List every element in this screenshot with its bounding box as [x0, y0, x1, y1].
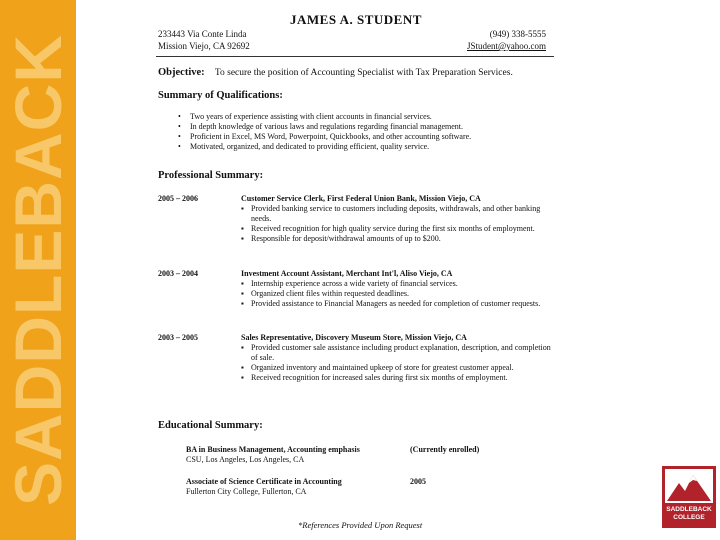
side-banner	[0, 0, 76, 540]
references-note: *References Provided Upon Request	[298, 520, 423, 530]
job-dates: 2003 – 2004	[158, 269, 198, 278]
side-banner-text: SADDLEBACK	[1, 34, 75, 506]
job-dates: 2003 – 2005	[158, 333, 198, 342]
objective-text: To secure the position of Accounting Specialist with Tax Preparation Services.	[214, 68, 513, 78]
list-item: • Motivated, organized, and dedicated to providing efficient, quality service.	[178, 142, 548, 152]
job-title: Sales Representative, Discovery Museum Store, Mission Viejo, CA	[241, 333, 467, 342]
education-status: (Currently enrolled)	[410, 445, 480, 454]
education-entry	[186, 477, 526, 497]
resume-document	[150, 0, 560, 540]
mountain-icon	[665, 469, 713, 503]
logo-line2: COLLEGE	[673, 514, 705, 521]
list-item: ▪ Responsible for deposit/withdrawal amounts of up to $200.	[241, 234, 551, 244]
logo-frame	[665, 469, 713, 503]
list-item: ▪ Organized client files within requested deadlines.	[241, 289, 551, 299]
school: CSU, Los Angeles, Los Angeles, CA	[186, 455, 305, 464]
school: Fullerton City College, Fullerton, CA	[186, 487, 307, 496]
degree: BA in Business Management, Accounting emphasis	[186, 445, 360, 454]
professional-heading: Professional Summary:	[158, 170, 264, 181]
qualifications-heading: Summary of Qualifications:	[158, 90, 283, 101]
resume-name: JAMES A. STUDENT	[290, 12, 422, 27]
address-block	[158, 28, 250, 52]
list-item: • Proficient in Excel, MS Word, Powerpoint, Quickbooks, and other accounting software.	[178, 132, 548, 142]
phone: (949) 338-5555	[489, 29, 546, 39]
list-item: ▪ Organized inventory and maintained upkeep of store for greatest customer appeal.	[241, 363, 551, 373]
degree: Associate of Science Certificate in Accounting	[186, 477, 342, 486]
address-line2: Mission Viejo, CA 92692	[158, 41, 250, 51]
logo-text	[662, 506, 716, 522]
objective	[158, 67, 513, 78]
list-item: ▪ Received recognition for high quality service during the first six months of employment.	[241, 224, 551, 234]
address-line1: 233443 Via Conte Linda	[158, 29, 247, 39]
job-title: Investment Account Assistant, Merchant Int'l, Aliso Viejo, CA	[241, 269, 453, 278]
list-item: • In depth knowledge of various laws and regulations regarding financial management.	[178, 122, 548, 132]
job-title: Customer Service Clerk, First Federal Union Bank, Mission Viejo, CA	[241, 194, 481, 203]
contact-block	[467, 28, 546, 52]
job-dates: 2005 – 2006	[158, 194, 198, 203]
list-item: ▪ Provided customer sale assistance including product explanation, description, and completion of sale.	[241, 343, 551, 363]
education-status: 2005	[410, 477, 426, 486]
list-item: ▪ Provided assistance to Financial Managers as needed for completion of customer requests.	[241, 299, 551, 309]
objective-label: Objective:	[158, 67, 205, 78]
list-item: ▪ Provided banking service to customers including deposits, withdrawals, and other banking needs.	[241, 204, 551, 224]
header-divider	[156, 56, 554, 57]
education-heading: Educational Summary:	[158, 420, 263, 431]
qualifications-list	[178, 112, 548, 152]
list-item: • Two years of experience assisting with client accounts in financial services.	[178, 112, 548, 122]
list-item: ▪ Received recognition for increased sales during first six months of employment.	[241, 373, 551, 383]
education-entry	[186, 445, 526, 465]
list-item: ▪ Internship experience across a wide variety of financial services.	[241, 279, 551, 289]
saddleback-college-logo	[662, 466, 716, 528]
logo-line1: SADDLEBACK	[666, 506, 712, 513]
email-link[interactable]: JStudent@yahoo.com	[466, 41, 546, 51]
